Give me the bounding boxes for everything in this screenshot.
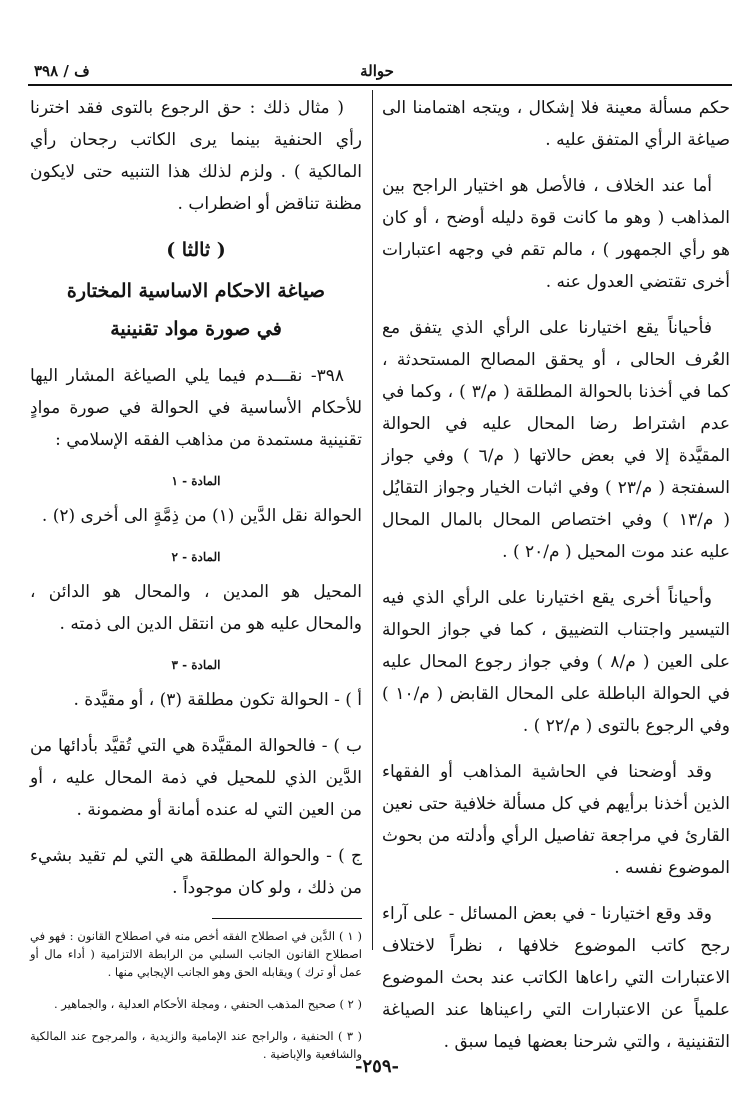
running-header-title: حوالة — [360, 62, 394, 80]
paragraph: وقد وقع اختيارنا - في بعض المسائل - على آراء رجح كاتب الموضوع خلافها ، نظراً لاختلاف الاعتبارات التي راعاها الكاتب عند بحث الموضوع علمياً عن الاعتبارات التي راعيناها عند الصياغة التقنينية ، والتي شرحنا بعضها فيما سبق . — [382, 904, 730, 1052]
footnote-3: ( ٣ ) الحنفية ، والراجح عند الإمامية والزيدية ، والمرجوح عند المالكية والشافعية والإباضية . — [30, 1029, 362, 1061]
left-column — [30, 92, 362, 1077]
article-3-clause-c: ج ) - والحوالة المطلقة هي التي لم تقيد بشيء من ذلك ، ولو كان موجوداً . — [30, 846, 362, 898]
section-number: ( ثالثا ) — [166, 239, 226, 261]
section-title-line-2: في صورة مواد تقنينية — [110, 318, 282, 340]
page-number: -٢٥٩- — [355, 1056, 399, 1077]
paragraph: وأحياناً أخرى يقع اختيارنا على الرأي الذي فيه التيسير واجتناب التضييق ، كما في جواز الحوالة على العين ( م/٨ ) وفي جواز رجوع المحال عليه في الحوالة الباطلة على المحال القابض ( م/١٠ ) وفي الرجوع بالتوى ( م/٢٢ ) . — [382, 588, 730, 736]
paragraph: حكم مسألة معينة فلا إشكال ، ويتجه اهتمامنا الى صياغة الرأي المتفق عليه . — [382, 98, 730, 150]
section-title-line-1: صياغة الاحكام الاساسية المختارة — [66, 280, 326, 302]
paragraph: ( مثال ذلك : حق الرجوع بالتوى فقد اخترنا رأي الحنفية بينما يرى الكاتب رجحان رأي المالكية ) . ولزم لذلك هذا التنبيه حتى لايكون مظنة تناقض أو اضطراب . — [30, 98, 362, 214]
footnote-2: ( ٢ ) صحيح المذهب الحنفي ، ومجلة الأحكام العدلية ، والجماهير . — [53, 997, 362, 1011]
article-2-heading: المادة - ٢ — [171, 550, 221, 564]
header-rule — [28, 84, 732, 86]
article-3-clause-b: ب ) - فالحوالة المقيَّدة هي التي تُقيَّد بأدائها من الدَّين الذي للمحيل في ذمة المحال عليه ، أو من العين التي له عنده أمانة أو مضمونة . — [30, 736, 362, 820]
paragraph: أما عند الخلاف ، فالأصل هو اختيار الراجح بين المذاهب ( وهو ما كانت قوة دليله أوضح ، أو كان هو رأي الجمهور ) ، مالم تقم في وجهه اعتبارات أخرى تقتضي العدول عنه . — [382, 176, 730, 292]
footnote-1: ( ١ ) الدَّين في اصطلاح الفقه أخص منه في اصطلاح القانون : فهو في اصطلاح القانون الجانب السلبي من الرابطة الالتزامية ( أداء مال أو عمل أو ترك ) ويقابله الحق وهو الجانب الإيجابي منها . — [30, 929, 362, 979]
paragraph: فأحياناً يقع اختيارنا على الرأي الذي يتفق مع العُرف الحالى ، أو يحقق المصالح المستحدثة ، كما في أخذنا بالحوالة المطلقة ( م/٣ ) ، وكما في عدم اشتراط رضا المحال عليه في الحوالة المقيَّدة إلا في بعض حالاتها ( م/٦ ) وفي جواز السفتجة ( م/٢٣ ) وفي اثبات الخيار وجواز التقايُل ( م/١٣ ) وفي اختصاص المحال بالمال المحال عليه عند موت المحيل ( م/٢٠ ) . — [382, 318, 731, 562]
column-divider — [372, 90, 373, 950]
paragraph: وقد أوضحنا في الحاشية المذاهب أو الفقهاء الذين أخذنا برأيهم في كل مسألة خلافية حتى نعين القارئ في مراجعة تفاصيل الرأي وأدلته من بحوث الموضوع نفسه . — [382, 762, 730, 878]
article-3-heading: المادة - ٣ — [171, 658, 221, 672]
article-1-heading: المادة - ١ — [171, 474, 221, 488]
right-column — [382, 92, 730, 1072]
article-3-clause-a: أ ) - الحوالة تكون مطلقة (٣) ، أو مقيَّدة . — [73, 690, 362, 710]
article-2-text: المحيل هو المدين ، والمحال هو الدائن ، والمحال عليه هو من انتقل الدين الى ذمته . — [30, 582, 362, 634]
running-header-code: ف / ٣٩٨ — [34, 62, 90, 80]
intro-paragraph: ٣٩٨- نقـــدم فيما يلي الصياغة المشار اليها للأحكام الأساسية في الحوالة في صورة موادٍ تقنينية مستمدة من مذاهب الفقه الإسلامي : — [30, 366, 362, 450]
article-1-text: الحوالة نقل الدَّين (١) من ذِمَّةٍ الى أخرى (٢) . — [41, 506, 362, 526]
footnote-rule — [212, 918, 362, 919]
